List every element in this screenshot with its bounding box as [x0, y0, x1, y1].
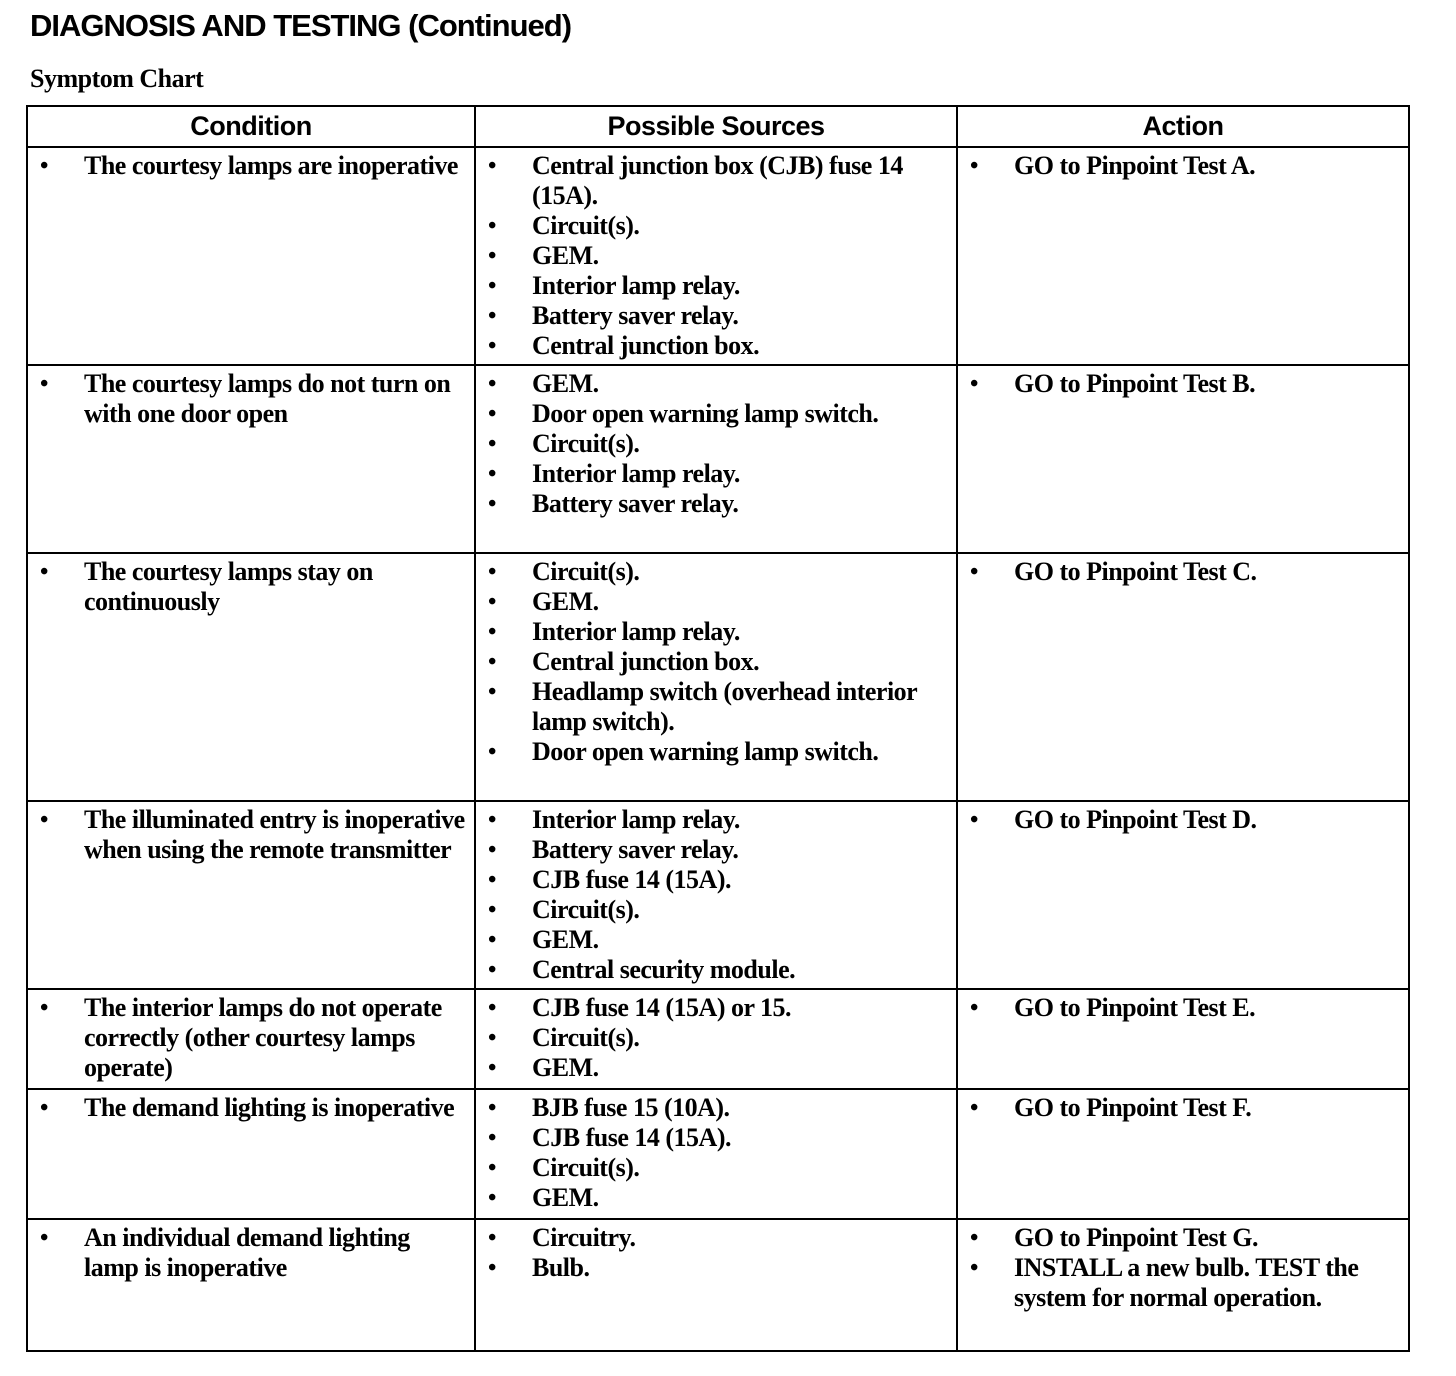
table-row — [27, 1219, 1409, 1351]
action-cell — [957, 989, 1409, 1089]
list-item — [488, 1223, 948, 1253]
table-row — [27, 1089, 1409, 1219]
bullet-icon: • — [40, 807, 48, 833]
list-item — [488, 587, 948, 617]
list-item — [488, 1183, 948, 1213]
list-item — [40, 557, 466, 617]
table-row — [27, 147, 1409, 365]
list-item — [488, 895, 948, 925]
bullet-icon: • — [40, 559, 48, 585]
bullet-icon: • — [488, 153, 496, 179]
list-item-text: Battery saver relay. — [532, 301, 739, 330]
bullet-list — [28, 990, 474, 1083]
list-item — [970, 1223, 1400, 1253]
list-item — [488, 369, 948, 399]
list-item — [488, 1153, 948, 1183]
bullet-icon: • — [970, 371, 978, 397]
list-item — [488, 301, 948, 331]
bullet-list — [958, 990, 1408, 1023]
list-item — [488, 557, 948, 587]
bullet-list — [28, 554, 474, 617]
list-item — [40, 369, 466, 429]
list-item-text: GEM. — [532, 241, 599, 270]
list-item — [488, 647, 948, 677]
list-item-text: An individual demand lighting lamp is inoperative — [84, 1223, 410, 1282]
list-item-text: Battery saver relay. — [532, 835, 739, 864]
list-item-text: Circuit(s). — [532, 895, 640, 924]
list-item — [488, 835, 948, 865]
bullet-icon: • — [488, 431, 496, 457]
list-item-text: Circuitry. — [532, 1223, 636, 1252]
list-item-text: Circuit(s). — [532, 1023, 640, 1052]
list-item — [488, 429, 948, 459]
condition-cell — [27, 147, 475, 365]
list-item-text: Interior lamp relay. — [532, 617, 740, 646]
bullet-icon: • — [488, 1155, 496, 1181]
list-item-text: Bulb. — [532, 1253, 590, 1282]
list-item-text: GO to Pinpoint Test E. — [1014, 993, 1256, 1022]
bullet-icon: • — [488, 1095, 496, 1121]
list-item — [488, 459, 948, 489]
list-item — [970, 1093, 1400, 1123]
bullet-list — [476, 366, 956, 519]
list-item-text: GEM. — [532, 925, 599, 954]
list-item-text: Circuit(s). — [532, 557, 640, 586]
bullet-list — [476, 1090, 956, 1213]
action-cell — [957, 1089, 1409, 1219]
list-item — [488, 489, 948, 519]
list-item-text: Circuit(s). — [532, 1153, 640, 1182]
bullet-icon: • — [488, 461, 496, 487]
condition-cell — [27, 1089, 475, 1219]
list-item-text: Central junction box (CJB) fuse 14 (15A). — [532, 151, 903, 210]
list-item-text: GEM. — [532, 1053, 599, 1082]
bullet-icon: • — [488, 837, 496, 863]
table-body — [27, 147, 1409, 1351]
list-item-text: Interior lamp relay. — [532, 805, 740, 834]
list-item — [40, 1223, 466, 1283]
action-cell — [957, 801, 1409, 989]
list-item — [40, 993, 466, 1083]
bullet-list — [958, 554, 1408, 587]
list-item — [970, 805, 1400, 835]
bullet-icon: • — [488, 619, 496, 645]
bullet-icon: • — [488, 1225, 496, 1251]
bullet-icon: • — [488, 897, 496, 923]
table-row — [27, 989, 1409, 1089]
list-item-text: GO to Pinpoint Test C. — [1014, 557, 1257, 586]
list-item-text: BJB fuse 15 (10A). — [532, 1093, 730, 1122]
bullet-icon: • — [488, 401, 496, 427]
list-item — [488, 737, 948, 767]
bullet-list — [958, 1220, 1408, 1313]
bullet-list — [476, 148, 956, 361]
bullet-icon: • — [970, 1095, 978, 1121]
table-row — [27, 801, 1409, 989]
bullet-list — [958, 1090, 1408, 1123]
list-item-text: The courtesy lamps are inoperative — [84, 151, 458, 180]
list-item-text: Central junction box. — [532, 647, 760, 676]
list-item — [970, 1253, 1400, 1313]
list-item-text: Door open warning lamp switch. — [532, 737, 879, 766]
list-item-text: The illuminated entry is inoperative when using the remote transmitter — [84, 805, 465, 864]
bullet-list — [958, 802, 1408, 835]
list-item — [488, 399, 948, 429]
list-item-text: Interior lamp relay. — [532, 459, 740, 488]
possible-sources-cell — [475, 1219, 957, 1351]
bullet-list — [476, 802, 956, 985]
bullet-icon: • — [488, 1255, 496, 1281]
list-item-text: The courtesy lamps stay on continuously — [84, 557, 373, 616]
bullet-icon: • — [970, 559, 978, 585]
list-item — [488, 151, 948, 211]
action-cell — [957, 553, 1409, 801]
bullet-icon: • — [488, 1055, 496, 1081]
bullet-icon: • — [488, 303, 496, 329]
section-title: Symptom Chart — [30, 64, 204, 93]
bullet-icon: • — [970, 807, 978, 833]
list-item — [488, 1053, 948, 1083]
list-item — [488, 241, 948, 271]
bullet-icon: • — [488, 333, 496, 359]
list-item-text: GEM. — [532, 369, 599, 398]
bullet-list — [28, 1220, 474, 1283]
condition-cell — [27, 801, 475, 989]
list-item — [488, 955, 948, 985]
list-item-text: INSTALL a new bulb. TEST the system for normal operation. — [1014, 1253, 1359, 1312]
bullet-icon: • — [40, 153, 48, 179]
list-item — [970, 151, 1400, 181]
list-item-text: Interior lamp relay. — [532, 271, 740, 300]
list-item — [488, 993, 948, 1023]
possible-sources-cell — [475, 365, 957, 553]
possible-sources-cell — [475, 147, 957, 365]
condition-cell — [27, 365, 475, 553]
bullet-icon: • — [488, 1025, 496, 1051]
list-item-text: Circuit(s). — [532, 429, 640, 458]
list-item-text: Central junction box. — [532, 331, 760, 360]
bullet-icon: • — [488, 927, 496, 953]
list-item — [488, 677, 948, 737]
possible-sources-cell — [475, 553, 957, 801]
list-item-text: GO to Pinpoint Test F. — [1014, 1093, 1252, 1122]
bullet-icon: • — [488, 273, 496, 299]
bullet-list — [476, 1220, 956, 1283]
bullet-list — [476, 990, 956, 1083]
list-item — [488, 805, 948, 835]
list-item-text: GO to Pinpoint Test B. — [1014, 369, 1256, 398]
list-item — [488, 865, 948, 895]
column-header-possible-sources: Possible Sources — [475, 106, 957, 147]
bullet-icon: • — [970, 1255, 978, 1281]
bullet-icon: • — [488, 589, 496, 615]
list-item-text: Battery saver relay. — [532, 489, 739, 518]
bullet-icon: • — [970, 1225, 978, 1251]
action-cell — [957, 1219, 1409, 1351]
possible-sources-cell — [475, 989, 957, 1089]
bullet-icon: • — [488, 371, 496, 397]
bullet-icon: • — [488, 243, 496, 269]
bullet-list — [958, 366, 1408, 399]
table-row — [27, 365, 1409, 553]
action-cell — [957, 365, 1409, 553]
list-item-text: CJB fuse 14 (15A) or 15. — [532, 993, 792, 1022]
list-item — [488, 925, 948, 955]
bullet-icon: • — [40, 1225, 48, 1251]
possible-sources-cell — [475, 1089, 957, 1219]
list-item — [488, 271, 948, 301]
list-item — [488, 1023, 948, 1053]
list-item-text: GO to Pinpoint Test G. — [1014, 1223, 1258, 1252]
column-header-action: Action — [957, 106, 1409, 147]
list-item-text: Door open warning lamp switch. — [532, 399, 879, 428]
bullet-icon: • — [488, 1185, 496, 1211]
bullet-icon: • — [488, 807, 496, 833]
bullet-icon: • — [40, 371, 48, 397]
bullet-icon: • — [488, 867, 496, 893]
symptom-chart-table — [26, 105, 1410, 1352]
list-item-text: GO to Pinpoint Test D. — [1014, 805, 1257, 834]
list-item-text: The demand lighting is inoperative — [84, 1093, 455, 1122]
list-item-text: Central security module. — [532, 955, 796, 984]
list-item — [970, 993, 1400, 1023]
bullet-list — [28, 148, 474, 181]
list-item-text: CJB fuse 14 (15A). — [532, 865, 731, 894]
bullet-list — [476, 554, 956, 767]
list-item — [970, 369, 1400, 399]
bullet-list — [28, 1090, 474, 1123]
bullet-icon: • — [488, 559, 496, 585]
condition-cell — [27, 989, 475, 1089]
list-item — [40, 151, 466, 181]
bullet-icon: • — [488, 213, 496, 239]
list-item-text: GEM. — [532, 1183, 599, 1212]
page-title: DIAGNOSIS AND TESTING (Continued) — [30, 8, 572, 43]
bullet-icon: • — [488, 995, 496, 1021]
bullet-icon: • — [970, 153, 978, 179]
list-item — [488, 331, 948, 361]
condition-cell — [27, 1219, 475, 1351]
list-item-text: GEM. — [532, 587, 599, 616]
list-item — [488, 617, 948, 647]
bullet-icon: • — [488, 679, 496, 705]
list-item-text: The courtesy lamps do not turn on with one door open — [84, 369, 451, 428]
bullet-icon: • — [488, 1125, 496, 1151]
possible-sources-cell — [475, 801, 957, 989]
bullet-list — [958, 148, 1408, 181]
bullet-icon: • — [488, 649, 496, 675]
action-cell — [957, 147, 1409, 365]
list-item — [40, 805, 466, 865]
bullet-list — [28, 366, 474, 429]
bullet-icon: • — [40, 1095, 48, 1121]
list-item — [488, 1093, 948, 1123]
list-item — [40, 1093, 466, 1123]
column-header-condition: Condition — [27, 106, 475, 147]
bullet-icon: • — [488, 957, 496, 983]
table-header-row — [27, 106, 1409, 147]
bullet-list — [28, 802, 474, 865]
bullet-icon: • — [488, 491, 496, 517]
table-row — [27, 553, 1409, 801]
list-item-text: CJB fuse 14 (15A). — [532, 1123, 731, 1152]
bullet-icon: • — [970, 995, 978, 1021]
condition-cell — [27, 553, 475, 801]
bullet-icon: • — [488, 739, 496, 765]
bullet-icon: • — [40, 995, 48, 1021]
list-item — [488, 1123, 948, 1153]
list-item — [970, 557, 1400, 587]
list-item-text: Headlamp switch (overhead interior lamp switch). — [532, 677, 917, 736]
list-item-text: Circuit(s). — [532, 211, 640, 240]
list-item — [488, 211, 948, 241]
list-item — [488, 1253, 948, 1283]
list-item-text: The interior lamps do not operate correctly (other courtesy lamps operate) — [84, 993, 442, 1082]
list-item-text: GO to Pinpoint Test A. — [1014, 151, 1256, 180]
